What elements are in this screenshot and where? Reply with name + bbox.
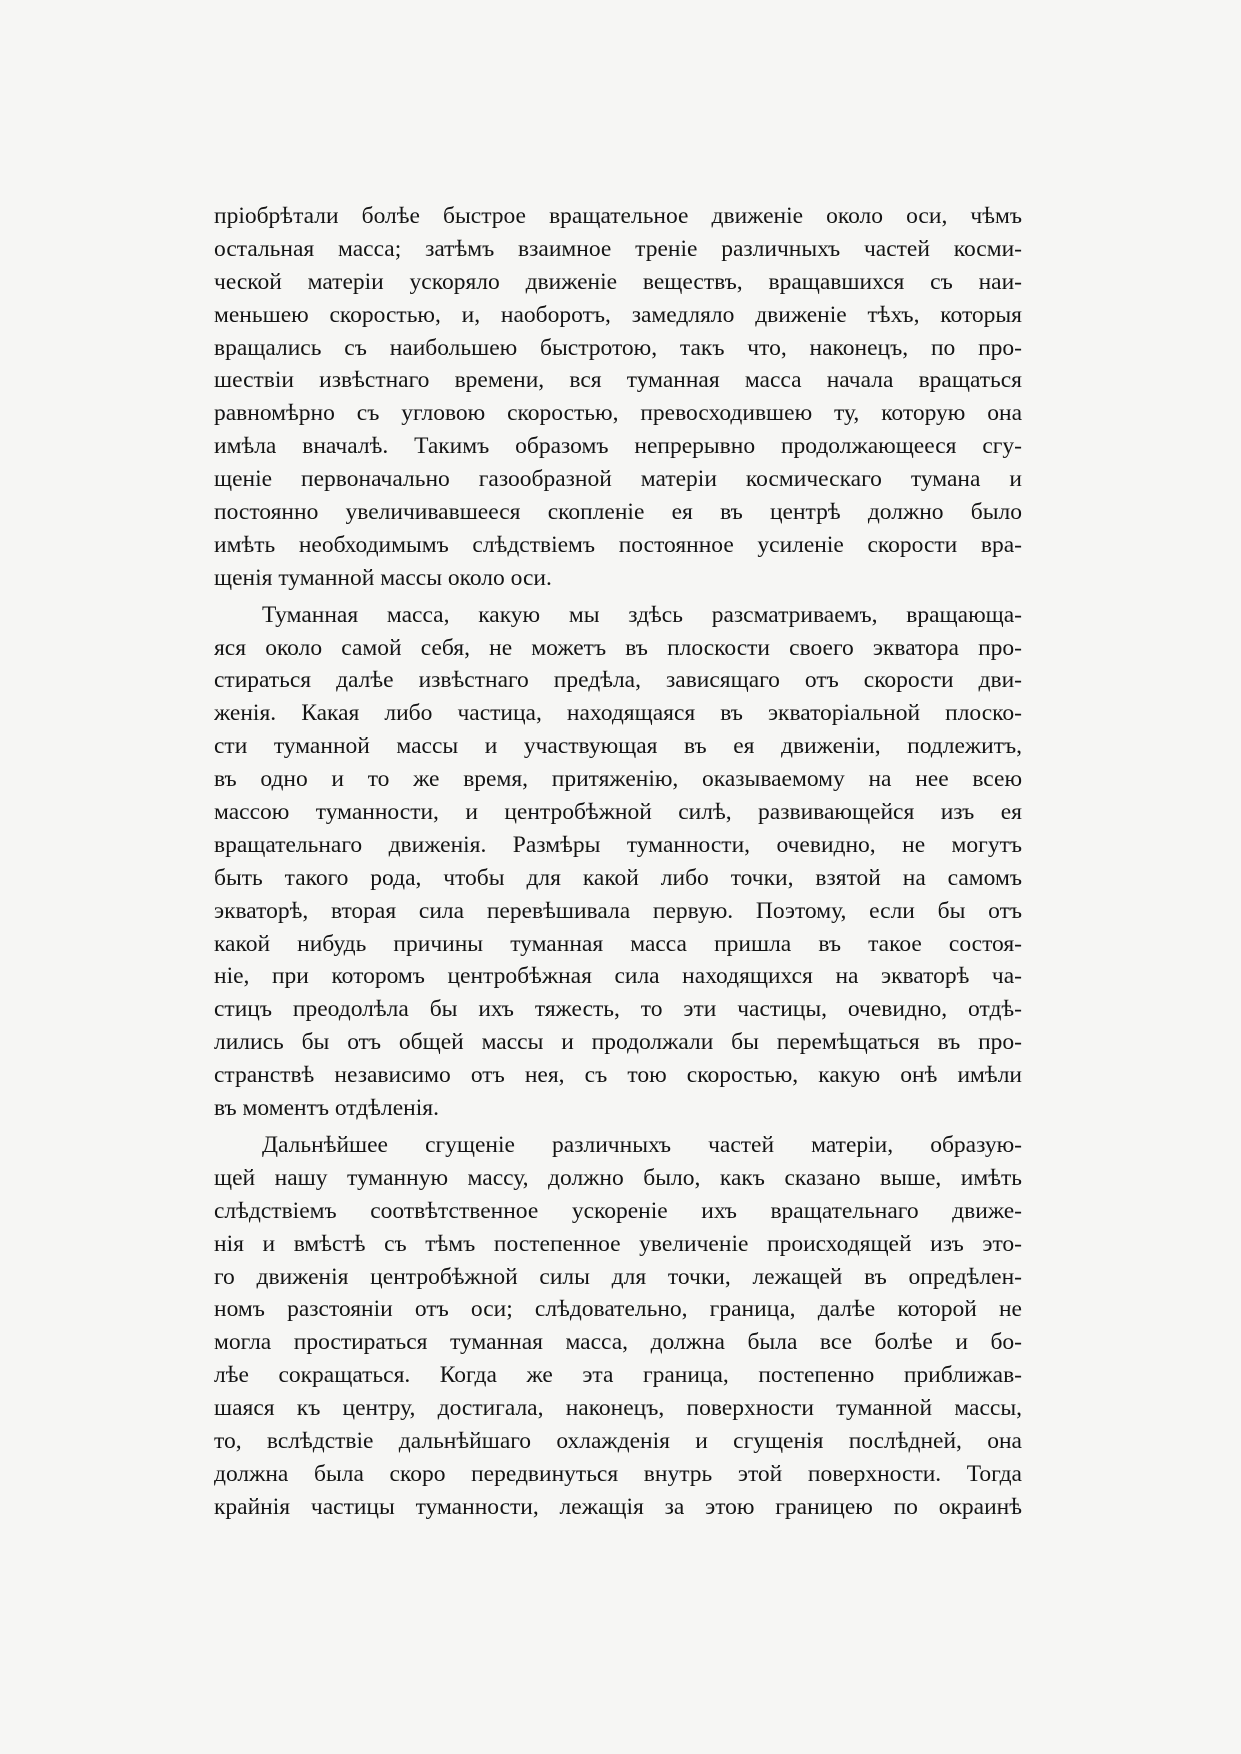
text-line: лѣе сокращаться. Когда же эта граница, постепенно приближав- <box>214 1362 1022 1389</box>
text-line: какой нибудь причины туманная масса пришла въ такое состоя- <box>214 930 1022 957</box>
text-line: пріобрѣтали болѣе быстрое вращательное движеніе около оси, чѣмъ <box>214 203 1022 229</box>
text-line: щей нашу туманную массу, должно было, какъ сказано выше, имѣть <box>214 1164 1022 1191</box>
text-line: шествіи извѣстнаго времени, вся туманная масса начала вращаться <box>214 367 1022 394</box>
paragraph-2 <box>214 599 1022 1125</box>
text-line: то, вслѣдствіе дальнѣйшаго охлажденія и сгущенія послѣдней, она <box>214 1427 1022 1454</box>
text-line: нія и вмѣстѣ съ тѣмъ постепенное увеличеніе происходящей изъ это- <box>214 1230 1022 1257</box>
text-line: щеніе первоначально газообразной матеріи космическаго тумана и <box>214 466 1022 493</box>
text-line: ніе, при которомъ центробѣжная сила находящихся на экваторѣ ча- <box>214 963 1022 990</box>
text-line: слѣдствіемъ соотвѣтственное ускореніе ихъ вращательнаго движе- <box>214 1197 1022 1224</box>
text-line: остальная масса; затѣмъ взаимное треніе различныхъ частей косми- <box>214 235 1022 262</box>
text-line: щенія туманной массы около оси. <box>214 564 552 591</box>
page-text <box>214 200 1022 1524</box>
text-line: крайнія частицы туманности, лежащія за этою границею по окраинѣ <box>214 1493 1022 1520</box>
text-line: въ моментъ отдѣленія. <box>214 1095 439 1122</box>
text-line: шаяся къ центру, достигала, наконецъ, поверхности туманной массы, <box>214 1395 1022 1422</box>
paragraph-3 <box>214 1129 1022 1524</box>
text-line: номъ разстояніи отъ оси; слѣдовательно, граница, далѣе которой не <box>214 1296 1022 1323</box>
text-line: могла простираться туманная масса, должна была все болѣе и бо- <box>214 1329 1022 1356</box>
text-line: въ одно и то же время, притяженію, оказываемому на нее всею <box>214 766 1022 793</box>
text-line: массою туманности, и центробѣжной силѣ, развивающейся изъ ея <box>214 799 1022 826</box>
text-line: странствѣ независимо отъ нея, съ тою скоростью, какую онѣ имѣли <box>214 1062 1022 1089</box>
text-line: должна была скоро передвинуться внутрь этой поверхности. Тогда <box>214 1460 1022 1487</box>
text-line: яся около самой себя, не можетъ въ плоскости своего экватора про- <box>214 634 1022 661</box>
paragraph-1 <box>214 200 1022 595</box>
text-line: равномѣрно съ угловою скоростью, превосходившею ту, которую она <box>214 400 1022 427</box>
text-line: экваторѣ, вторая сила перевѣшивала первую. Поэтому, если бы отъ <box>214 897 1022 924</box>
text-line: имѣть необходимымъ слѣдствіемъ постоянное усиленіе скорости вра- <box>214 531 1022 558</box>
text-line: стицъ преодолѣла бы ихъ тяжесть, то эти частицы, очевидно, отдѣ- <box>214 996 1022 1023</box>
text-line: Дальнѣйшее сгущеніе различныхъ частей матеріи, образую- <box>262 1131 1022 1158</box>
text-line: Туманная масса, какую мы здѣсь разсматриваемъ, вращающа- <box>262 601 1022 628</box>
text-line: женія. Какая либо частица, находящаяся въ экваторіальной плоско- <box>214 700 1022 727</box>
text-line: сти туманной массы и участвующая въ ея движеніи, подлежитъ, <box>214 733 1022 760</box>
text-line: имѣла вначалѣ. Такимъ образомъ непрерывно продолжающееся сгу- <box>214 433 1022 460</box>
text-line: меньшею скоростью, и, наоборотъ, замедляло движеніе тѣхъ, которыя <box>214 301 1022 328</box>
text-line: стираться далѣе извѣстнаго предѣла, зависящаго отъ скорости дви- <box>214 667 1022 694</box>
text-line: лились бы отъ общей массы и продолжали бы перемѣщаться въ про- <box>214 1029 1022 1056</box>
text-line: го движенія центробѣжной силы для точки, лежащей въ опредѣлен- <box>214 1263 1022 1290</box>
text-line: ческой матеріи ускоряло движеніе веществъ, вращавшихся съ наи- <box>214 268 1022 295</box>
text-line: вращались съ наибольшею быстротою, такъ что, наконецъ, по про- <box>214 334 1022 361</box>
text-line: быть такого рода, чтобы для какой либо точки, взятой на самомъ <box>214 864 1022 891</box>
text-line: постоянно увеличивавшееся скопленіе ея въ центрѣ должно было <box>214 499 1022 526</box>
text-line: вращательнаго движенія. Размѣры туманности, очевидно, не могутъ <box>214 831 1022 858</box>
